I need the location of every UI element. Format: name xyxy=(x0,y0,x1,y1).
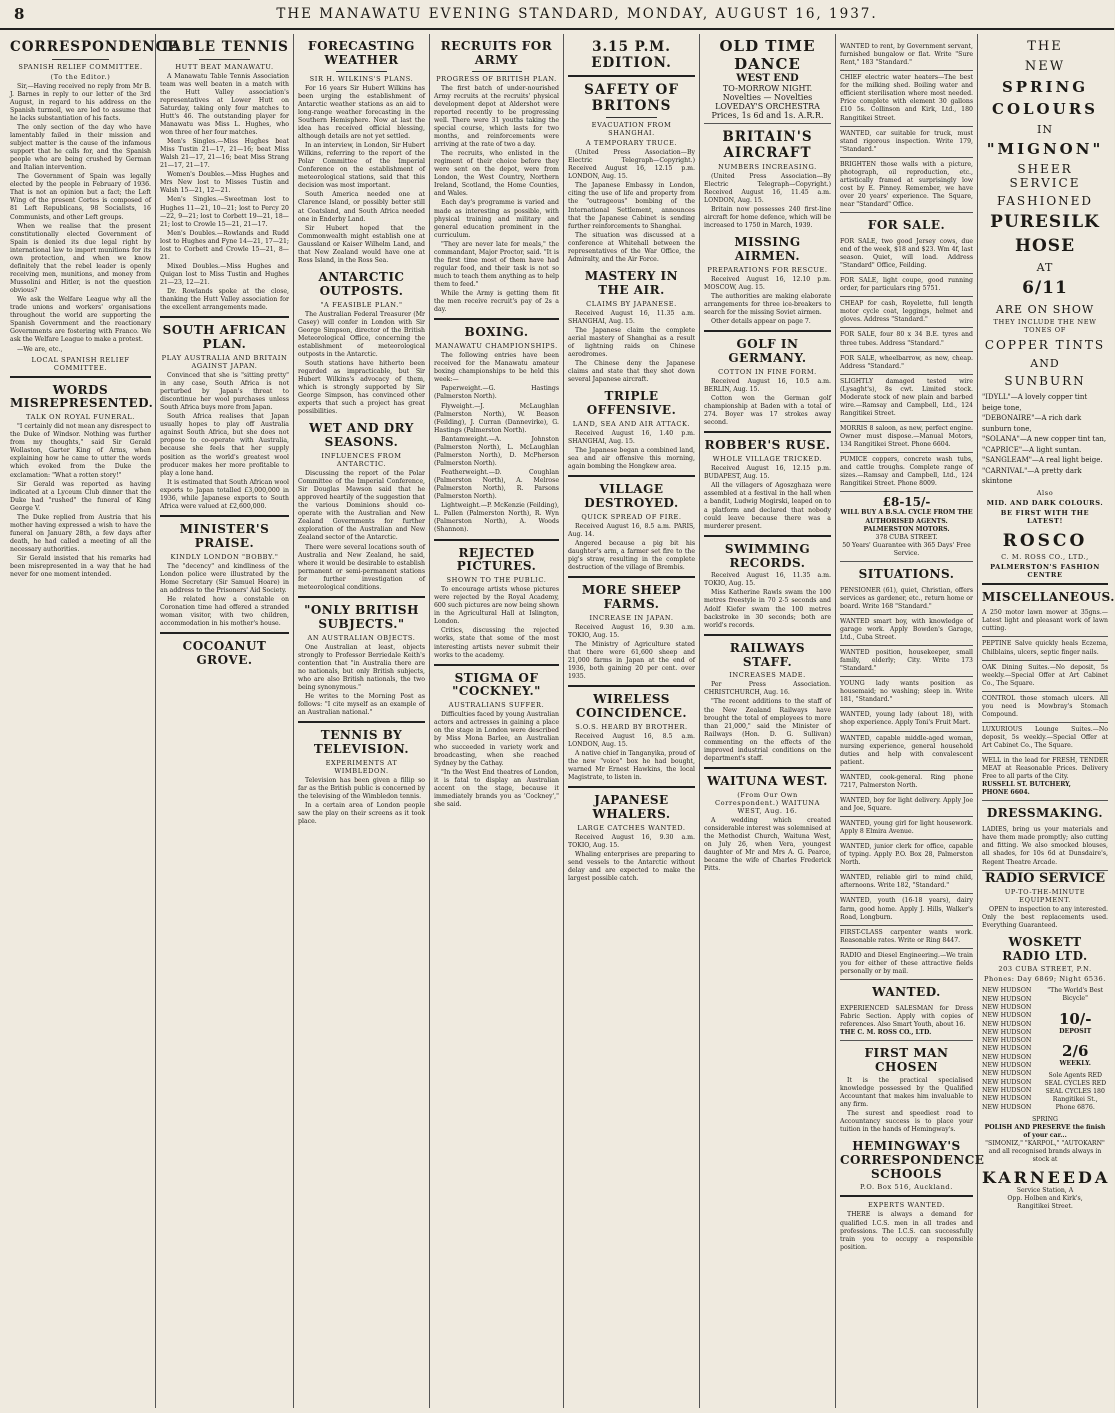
article-paragraph: Sir Gerald insisted that his remarks had been misrepresented in a way that he had never for one moment intended. xyxy=(10,555,151,579)
article-paragraph: Received August 16, 11.35 a.m. SHANGHAI, Aug. 15. xyxy=(568,309,695,325)
section-heading: FOR SALE. xyxy=(867,218,946,233)
article-paragraph: Critics, discussing the rejected works, state that some of the most interesting artists never submit their works to the academy. xyxy=(434,627,559,659)
hudson-line: NEW HUDSON xyxy=(982,1053,1032,1061)
article-paragraph: He related how a constable on Coronation time had offered a stranded woman visitor, with two children, accommodation in his mother's house. xyxy=(160,595,289,628)
article-subhead: SIR H. WILKINS'S PLANS. xyxy=(309,74,414,83)
article-subhead: INCREASE IN JAPAN. xyxy=(589,613,674,622)
hudson-line: NEW HUDSON xyxy=(982,995,1032,1003)
classified-ad: WANTED, cook-general. Ring phone 7217, Palmerston North. xyxy=(840,771,973,794)
rosco-advert xyxy=(982,531,1108,579)
hudson-agents: Sole Agents RED SEAL CYCLES RED SEAL CYCLES 180 Rangitikei St., Phone 6876. xyxy=(1044,1071,1107,1111)
classified-ad: LADIES, bring us your materials and have them made promptly; also cutting and fitting. We also smocked blouses, all shades, for 10s 6d at Dunsdaire's, Regent Theatre Arcade. xyxy=(982,823,1108,870)
article-subhead: HUTT BEAT MANAWATU. xyxy=(175,62,274,71)
article-paragraph: THERE is always a demand for qualified I.C.S. men in all trades and professions. The I.C.S. can successfully train you to occupy a responsible position. xyxy=(840,1211,973,1251)
classified-ad: EXPERIENCED SALESMAN for Dress Fabric Section. Apply with copies of references. Also Smart Youth, about 16. THE C. M. ROSS CO., LTD. xyxy=(840,1002,973,1041)
article-paragraph: The Japanese Embassy in London, citing the use of life and property from the "outrageous" bombing of the International Settlement, announces that the Japanese Cabinet is sending further reinforcements to Shanghai. xyxy=(568,182,695,230)
bsa-agent: PALMERSTON MOTORS. xyxy=(863,525,950,533)
classified-ad: PEPTINE Salve quickly heals Eczema, Chilblains, ulcers, septic finger nails. xyxy=(982,637,1108,660)
dance-date: TO-MORROW NIGHT. xyxy=(722,84,813,93)
article-headline: TABLE TENNIS xyxy=(160,39,289,55)
car-polish-advert xyxy=(982,1115,1111,1212)
article-paragraph: Sir Hubert hoped that the Commonwealth might establish one at Gaussland or Kaiser Wilhelm Land, and that New Zealand would have one at Ross Island, in the Ross Sea. xyxy=(298,224,425,264)
dance-novelties: Novelties — Novelties xyxy=(722,93,813,102)
classified-ad: FOR SALE, light coupe, good running order, for particulars ring 5751. xyxy=(840,274,973,297)
article-headline: SAFETY OF BRITONS xyxy=(584,82,679,114)
article-paragraph: Received August 16, 8.5 a.m. PARIS, Aug. 14. xyxy=(568,522,695,538)
classified-ad: WANTED, reliable girl to mind child, afternoons. Write 182, "Standard." xyxy=(840,871,973,894)
polish-brands: "SIMONIZ," "KARPOL," "AUTOKARN" and all recognised brands always in stock at xyxy=(985,1140,1105,1164)
classified-ad: WANTED smart boy, with knowledge of garage work. Apply Bowden's Garage, Ltd., Cuba Street. xyxy=(840,615,973,646)
hudson-line: NEW HUDSON xyxy=(982,1020,1032,1028)
hudson-line: NEW HUDSON xyxy=(982,1095,1032,1103)
hudson-line: NEW HUDSON xyxy=(982,1078,1032,1086)
column-weather xyxy=(294,34,430,1408)
article-subhead: (From Our Own Correspondent.) WAITUNA WEST, Aug. 16. xyxy=(715,790,820,815)
hudson-line: NEW HUDSON xyxy=(982,1003,1032,1011)
hose-also: Also xyxy=(1036,488,1054,497)
article-headline: REJECTED PICTURES. xyxy=(456,545,537,574)
bsa-address: 378 CUBA STREET. xyxy=(875,533,938,541)
hudson-line: NEW HUDSON xyxy=(982,1037,1032,1045)
hemingway-box: P.O. Box 516, Auckland. xyxy=(860,1183,953,1192)
classified-ad: A 250 motor lawn mower at 35gns.—Latest light and pleasant work of lawn cutting. xyxy=(982,606,1108,637)
article-subhead: S.O.S. HEARD BY BROTHER. xyxy=(575,722,688,731)
article-paragraph: Cotton won the German golf championship at Baden with a total of 274. Boyer was 17 strokes away second. xyxy=(704,395,831,427)
article-paragraph: The following entries have been received for the Manawatu amateur boxing championships to be held this week:— xyxy=(434,352,559,384)
woskett-address: 203 CUBA STREET, P.N. xyxy=(998,965,1092,974)
article-paragraph: Women's Doubles.—Miss Hughes and Mrs New lost to Misses Tustin and Walsh 15—21, 12—21. xyxy=(160,171,289,195)
article-paragraph: Bantamweight.—A. Johnston (Palmerston North), L. McLaughlan (Palmerston North), D. McPherson (Palmerston North). xyxy=(434,435,559,467)
classified-ad: FOR SALE, four 80 x 34 B.E. tyres and three tubes. Address "Standard." xyxy=(840,328,973,351)
radio-advert xyxy=(982,871,1108,984)
karneeda-station: Service Station, A xyxy=(1016,1187,1074,1195)
shade-item: "DEBONAIRE"—A rich dark sunburn tone, xyxy=(982,414,1082,433)
woskett-name: WOSKETT RADIO LTD. xyxy=(1002,934,1088,963)
article-subhead: TALK ON ROYAL FUNERAL. xyxy=(25,413,136,422)
hose-hose: HOSE xyxy=(1014,236,1076,256)
article-paragraph: Paperweight.—G. Hastings (Palmerston North). xyxy=(434,385,559,401)
classified-ad: WANTED, youth (16-18 years), dairy farm, good home. Apply J. Hills, Walker's Road, Longburn. xyxy=(840,894,973,925)
article-subhead: MANAWATU CHAMPIONSHIPS. xyxy=(435,342,558,351)
hose-and: AND xyxy=(1030,357,1060,370)
article-paragraph: Each day's programme is varied and made as interesting as possible, with physical training and military and general education prominent in the curriculum. xyxy=(434,199,559,239)
hudson-line: NEW HUDSON xyxy=(982,1028,1032,1036)
article-subhead: INCREASES MADE. xyxy=(729,671,806,680)
hudson-deposit-price: 10/- xyxy=(1058,1009,1092,1028)
shade-item: "IDYLL"—A lovely copper tint beige tone, xyxy=(982,393,1088,412)
article-subhead: QUICK SPREAD OF FIRE. xyxy=(581,512,682,521)
classified-ad: YOUNG lady wants position as housemaid; no washing; sleep in. Write 181, "Standard." xyxy=(840,677,973,708)
hose-price: 6/11 xyxy=(1022,278,1068,298)
article-headline: MASTERY IN THE AIR. xyxy=(584,268,679,297)
rosco-name: ROSCO xyxy=(1002,530,1088,551)
article-paragraph: "In the West End theatres of London, it is fatal to display an Australian accent on the stage, because it immediately brands you as 'Cockney'," she said. xyxy=(434,768,559,808)
article-subhead: SPANISH RELIEF COMMITTEE. xyxy=(18,62,143,71)
article-paragraph: Lightweight.—P. McKenzie (Feilding), L. Pallen (Palmerston North), R. Wyn (Palmerston North), A. Woods (Shannon). xyxy=(434,502,559,534)
article-paragraph: The first batch of under-nourished Army recruits at the recruits' physical development depot at Aldershot were reported recently to be progressing well. There were 31 youths taking the special course, which lasts for two months, and reinforcements were arriving at the rate of two a day. xyxy=(434,84,559,149)
hose-colours: COLOURS xyxy=(992,100,1098,118)
article-paragraph: In an interview, in London, Sir Hubert Wilkins, referring to the report of the Polar Committee of the Imperial Conference on the establishment of meteorological stations, said that this decision was most important. xyxy=(298,142,425,190)
classified-ad: WANTED, capable middle-aged woman, nursing experience, general household duties and help with convalescent patient. xyxy=(840,732,973,771)
article-paragraph: The authorities are making elaborate arrangements for three ice-breakers to search for the missing Soviet airmen. xyxy=(704,293,831,317)
classified-ad: RADIO and Diesel Engineering.—We train you for either of these attractive fields personally or by mail. xyxy=(840,949,973,980)
article-headline: BRITAIN'S AIRCRAFT xyxy=(722,129,813,161)
article-paragraph: Dr. Rowlands spoke at the close, thanking the Hutt Valley association for the excellent arrangements made. xyxy=(160,288,289,312)
article-paragraph: Received August 16, 9.30 a.m. TOKIO, Aug. 15. xyxy=(568,623,695,639)
article-headline: SWIMMING RECORDS. xyxy=(724,541,811,570)
shade-item: "SOLANA"—A new copper tint tan, xyxy=(982,435,1107,443)
article-paragraph: A wedding which created considerable interest was solemnised at the Methodist Church, Waituna West, on July 26, when Vera, youngest daughter of Mr and Mrs A. G. Pearce, became the wife of Charles Frederick Pitts. xyxy=(704,816,831,873)
article-subhead: PREPARATIONS FOR RESCUE. xyxy=(707,266,828,275)
article-headline: WORDS MISREPRESENTED. xyxy=(10,382,154,411)
article-subhead: EXPERIMENTS AT WIMBLEDON. xyxy=(325,758,398,775)
article-paragraph: "They are never late for meals," the commandant, Major Proctor, said. "It is the first time most of them have had regular food, and their task is not so much to teach them anything as to help them to feed." xyxy=(434,240,559,289)
article-subhead: A TEMPORARY TRUCE. xyxy=(585,139,678,148)
classified-ad: LUXURIOUS Lounge Suites.—No deposit, 5s weekly.—Special Offer at Art Cabinet Co., The Square. xyxy=(982,723,1108,754)
article-headline: ROBBER'S RUSE. xyxy=(704,438,831,453)
experts-heading: EXPERTS WANTED. xyxy=(868,1201,945,1210)
classified-ad: WANTED, boy for light delivery. Apply Joe and Joe, Square. xyxy=(840,794,973,817)
classified-ad: SLIGHTLY damaged tested wire (Lysaght's), 8s cwt. Limited stock. Moderate stock of new plain and barbed wire.—Ramsay and Campbell, Ltd., 124 Rangitikei Street. xyxy=(840,375,973,422)
article-paragraph: Received August 16, 12.15 p.m. BUDAPEST, Aug. 15. xyxy=(704,465,831,481)
article-paragraph: Received August 16, 8.5 a.m. LONDON, Aug. 15. xyxy=(568,732,695,748)
classified-ad: OAK Dining Suites.—No deposit, 5s weekly.—Special Offer at Art Cabinet Co., The Square. xyxy=(982,661,1108,692)
dance-venue: WEST END xyxy=(736,73,799,84)
hose-brand: "MIGNON" xyxy=(986,140,1104,158)
article-subhead: CLAIMS BY JAPANESE. xyxy=(586,299,677,308)
column-table-tennis xyxy=(156,34,294,1408)
article-paragraph: A native chief in Tanganyika, proud of the new "voice" box he had bought, warned Mr Ernest Hawkins, the local Magistrate, to listen in. xyxy=(568,749,695,781)
classified-ad: FOR SALE, wheelbarrow, as new, cheap. Address "Standard." xyxy=(840,352,973,375)
hose-sunburn: SUNBURN xyxy=(1004,374,1086,388)
article-headline: FORECASTING WEATHER xyxy=(308,39,415,67)
article-paragraph: Received August 16, 11.35 a.m. TOKIO, Aug. 15. xyxy=(704,572,831,588)
spring-label: SPRING xyxy=(1032,1115,1058,1123)
article-headline: WIRELESS COINCIDENCE. xyxy=(575,692,688,720)
classified-ad: WANTED, young girl for light housework. Apply 8 Elmira Avenue. xyxy=(840,817,973,840)
bsa-cycle-advert xyxy=(840,492,973,561)
classified-ad: WANTED, car suitable for truck, must stand rigorous inspection. Write 179, "Standard." xyxy=(840,127,973,158)
bsa-guarantee: 50 Years' Guarantee with 365 Days' Free Service. xyxy=(842,541,971,557)
column-cables xyxy=(564,34,700,1408)
classified-ad: WANTED, young lady (about 18), with shop experience. Apply Toni's Fruit Mart. xyxy=(840,708,973,731)
article-subhead: INFLUENCES FROM ANTARCTIC. xyxy=(321,451,402,468)
polish-heading: POLISH AND PRESERVE the finish of your car... xyxy=(984,1124,1106,1140)
article-paragraph: Men's Doubles.—Rowlands and Rudd lost to Hughes and Fyne 14—21, 17—21; lost to Corbett and Crowle 15—21, 8—21. xyxy=(160,229,289,261)
article-headline: MISSING AIRMEN. xyxy=(734,235,801,264)
column-correspondence xyxy=(6,34,179,1408)
article-paragraph: (United Press Association—By Electric Telegraph—Copyright.) Received August 16, 12.15 p.m. LONDON, Aug. 15. xyxy=(568,149,695,181)
hudson-line: NEW HUDSON xyxy=(982,1070,1032,1078)
classified-ad: FIRST-CLASS carpenter wants work. Reasonable rates. Write or Ring 8447. xyxy=(840,926,973,949)
classified-ad: CONTROL those stomach ulcers. All you need is Mowbray's Stomach Compound. xyxy=(982,692,1108,723)
column-adverts xyxy=(978,34,1115,1408)
hose-the: THE xyxy=(1027,39,1063,54)
article-paragraph: Whaling enterprises are preparing to send vessels to the Antarctic without delay and are expected to make the largest possible catch. xyxy=(568,850,695,882)
article-paragraph: Discussing the report of the Polar Committee of the Imperial Conference, Sir Douglas Mawson said that he approved heartily of the suggestion that the various Dominions should co-operate with the Australian and New Zealand Governments for further exploration of the Australian and New Zealand sector of the Antarctic. xyxy=(298,469,425,542)
article-paragraph: The Government of Spain was legally elected by the people in February of 1936. That is not an opinion but a fact; the Left Wing of the present Cortes is composed of 81 Left Republicans, 98 Socialists, 16 Communists, and other Left groups. xyxy=(10,173,151,221)
article-paragraph: Received August 16, 12.10 p.m. MOSCOW, Aug. 15. xyxy=(704,276,831,292)
hudson-line: NEW HUDSON xyxy=(982,1062,1032,1070)
article-headline: GOLF IN GERMANY. xyxy=(728,337,807,366)
classified-ad: PUMICE coppers, concrete wash tubs, and cattle troughs. Complete range of sizes.—Ramsay and Campbell, Ltd., 124 Rangitikei Street. Phone 8009. xyxy=(840,453,973,492)
article-paragraph: The Duke replied from Austria that his mother having expressed a wish to have the funeral on January 28th, a few days after death, he had called a meeting of all the necessary authorities. xyxy=(10,513,151,554)
article-headline: BOXING. xyxy=(464,325,529,340)
article-headline: RAILWAYS STAFF. xyxy=(729,640,806,669)
hudson-weekly-label: WEEKLY. xyxy=(1059,1059,1091,1067)
article-paragraph: For 16 years Sir Hubert Wilkins has been urging the establishment of Antarctic weather stations as an aid to long-range weather forecasting in the Southern Hemisphere. Now at last the idea has received official blessing, although details are not yet settled. xyxy=(298,84,425,140)
karneeda-address: Opp. Holben and Kirk's, xyxy=(1007,1195,1083,1203)
dance-prices: Prices, 1s 6d and 1s. A.R.R. xyxy=(711,111,824,120)
classified-ad: FOR SALE, two good Jersey cows, due end of the week, $18 and $23. Wm 4f, last season. Quiet, will load. Address "Standard" Office, Feilding. xyxy=(840,235,973,274)
article-paragraph: Received August 16, 9.30 a.m. TOKIO, Aug. 15. xyxy=(568,833,695,849)
article-paragraph: Flyweight.—J. McLaughlan (Palmerston North), W. Beason (Feilding), J. Curran (Dannevirke), G. Hastings (Palmerston North). xyxy=(434,402,559,434)
hose-fashioned: FASHIONED xyxy=(996,194,1094,208)
article-paragraph: Convinced that she is "sitting pretty" in any case, South Africa is not perturbed by Japan's threat to discontinue her wool purchases unless South Africa buys more from Japan. xyxy=(160,371,289,412)
hose-sheer: SHEER SERVICE xyxy=(1009,162,1081,190)
classified-ad: BRIGHTEN those walls with a picture, photograph, oil reproduction, etc., artistically framed at surprisingly low cost by E. Pinney. Remember, we have over 20 years' experience. The Square, near "Standard" Office. xyxy=(840,158,973,213)
article-subhead: LAND, SEA AND AIR ATTACK. xyxy=(572,419,691,428)
radio-heading: RADIO SERVICE xyxy=(984,870,1106,886)
radio-sub: UP-TO-THE-MINUTE EQUIPMENT. xyxy=(1004,887,1086,904)
to-editor: (To the Editor.) xyxy=(50,72,111,81)
hudson-line: NEW HUDSON xyxy=(982,1086,1032,1094)
classified-ad: CHEAP for cash, Royelette, full length motor cycle coat, leggings, helmet and gloves. Address "Standard." xyxy=(840,297,973,328)
article-paragraph: Featherweight.—D. Coughlan (Palmerston North), A. Melrose (Palmerston North), R. Parsons (Palmerston North). xyxy=(434,469,559,501)
article-paragraph: It is the practical specialised knowledge possessed by the Qualified Accountant that makes him invaluable to any firm. xyxy=(840,1076,973,1108)
article-paragraph: Difficulties faced by young Australian actors and actresses in gaining a place on the stage in London were described by Miss Mona Barlee, an Australian who succeeded in variety work and broadcasting, when she reached Sydney by the Cathay. xyxy=(434,711,559,767)
classified-ad: MORRIS 8 saloon, as new, perfect engine. Owner must dispose.—Manual Motors, 134 Rangitikei Street. Phone 6604. xyxy=(840,422,973,453)
hose-advert xyxy=(982,39,1108,525)
section-heading: DRESSMAKING. xyxy=(986,806,1104,821)
rosco-tagline: PALMERSTON'S FASHION CENTRE xyxy=(990,562,1100,579)
hudson-offer xyxy=(1042,987,1108,1112)
bsa-price: £8-15/- xyxy=(882,495,931,510)
hudson-weekly-price: 2/6 xyxy=(1062,1041,1089,1060)
hudson-line: NEW HUDSON xyxy=(982,1045,1032,1053)
article-subhead: KINDLY LONDON "BOBBY." xyxy=(170,552,279,561)
classified-ad: WANTED position, housekeeper, small family, elderly; City. Write 173 "Standard." xyxy=(840,646,973,677)
section-heading: MISCELLANEOUS. xyxy=(982,589,1115,604)
article-paragraph: While the Army is getting them fit the men receive recruit's pay of 2s a day. xyxy=(434,290,559,314)
article-subhead: "A FEASIBLE PLAN." xyxy=(320,300,403,309)
article-subhead: EVACUATION FROM SHANGHAI. xyxy=(591,121,672,138)
signoff: LOCAL SPANISH RELIEF COMMITTEE. xyxy=(31,355,130,372)
dance-advert xyxy=(704,34,831,124)
article-paragraph: Received August 16, 10.5 a.m. BERLIN, Aug. 15. xyxy=(704,378,831,394)
article-paragraph: Angered because a pig bit his daughter's arm, a farmer set fire to the pig's straw, resulting in the complete destruction of the village of Brembis. xyxy=(568,539,695,571)
radio-text: OPEN to inspection to any interested. Only the best replacements used. Everything Guaranteed. xyxy=(982,905,1108,929)
article-headline: RECRUITS FOR ARMY xyxy=(440,39,553,67)
hose-copper: COPPER TINTS xyxy=(984,338,1106,352)
article-headline: TENNIS BY TELEVISION. xyxy=(313,728,410,756)
classified-ad: WANTED to rent, by Government servant, furnished bungalow or flat. Write "Sure Rent," 183 "Standard." xyxy=(840,40,973,71)
article-paragraph: The Chinese deny the Japanese claims and state that they shot down several Japanese aircraft. xyxy=(568,359,695,384)
shade-item: "CAPRICE"—A light suntan. xyxy=(982,445,1082,454)
dance-title: OLD TIME DANCE xyxy=(719,37,816,73)
classified-ad: PENSIONER (61), quiet, Christian, offers services as gardener, etc., return home or board. Write 168 "Standard." xyxy=(840,584,973,615)
hose-show: ARE ON SHOW xyxy=(995,303,1095,316)
bsa-line: WILL BUY A B.S.A. CYCLE FROM THE AUTHORISED AGENTS. xyxy=(840,509,973,525)
article-paragraph: "The recent additions to the staff of the New Zealand Railways have brought the total of employees to more than 21,000," said the Minister of Railways (Hon. D. G. Sullivan) commenting on the effects of the improved industrial conditions on the department's staff. xyxy=(704,698,831,762)
section-heading: CORRESPONDENCE xyxy=(10,39,179,55)
article-paragraph: Received August 16, 1.40 p.m. SHANGHAI, Aug. 15. xyxy=(568,429,695,445)
shade-item: "SANGLEAM"—A real light beige. xyxy=(982,456,1103,464)
section-heading: SITUATIONS. xyxy=(858,566,955,581)
hose-at: AT xyxy=(1036,261,1054,274)
article-headline: SOUTH AFRICAN PLAN. xyxy=(162,323,287,352)
newspaper-title: THE MANAWATU EVENING STANDARD, MONDAY, AUGUST 16, 1937. xyxy=(276,6,878,22)
article-paragraph: The recruits, who enlisted in the regiment of their choice before they were sent on the depot, were from London, the West Country, Northern Ireland, Scotland, the Home Counties, and Wales. xyxy=(434,150,559,198)
article-subhead: PROGRESS OF BRITISH PLAN. xyxy=(436,74,557,83)
article-headline: JAPANESE WHALERS. xyxy=(592,792,671,821)
article-paragraph: The Australian Federal Treasurer (Mr Casey) will confer in London with Sir George Simpson, director of the British Meteorological Office, concerning the establishment of meteorological outposts in the Antarctic. xyxy=(298,310,425,358)
article-paragraph: Men's Singles.—Miss Hughes beat Miss Tustin 21—17, 21—16; beat Miss Walsh 21—17, 21—16; beat Miss Strang 21—17, 21—17. xyxy=(160,138,289,170)
article-paragraph: He writes to the Morning Post as follows: "I cite myself as an example of an Australian national." xyxy=(298,692,425,716)
article-paragraph: South America needed one at Clarence Island, or possibly better still at Coatsland, and South Africa needed one in Enderby Land. xyxy=(298,191,425,223)
article-paragraph: The Ministry of Agriculture stated that there were 61,600 sheep and 21,000 farms in Japan at the end of 1936, both gaining 20 per cent. over 1935. xyxy=(568,640,695,680)
hose-in: IN xyxy=(1037,123,1053,136)
article-paragraph: All the villagers of Agoszghaza were assembled at a festival in the hall when a bandit, Ludwig Mogirski, leaped on to a platform and declared that nobody could leave because there was a murderer present. xyxy=(704,482,831,530)
edition-label: 3.15 P.M. EDITION. xyxy=(591,39,672,71)
hudson-line: NEW HUDSON xyxy=(982,987,1032,995)
article-headline: ANTARCTIC OUTPOSTS. xyxy=(318,269,405,298)
article-headline: WAITUNA WEST. xyxy=(707,773,828,788)
article-headline: WET AND DRY SEASONS. xyxy=(309,421,414,450)
karneeda-street: Rangitikei Street. xyxy=(1017,1203,1073,1211)
article-paragraph: A Manawatu Table Tennis Association team was well beaten in a match with the Hutt Valley association's representatives at Lower Hutt on Saturday, taking only four matches to Hutt's 46. The outstanding player for Manawatu was Miss L. Hughes, who won three of her four matches. xyxy=(160,72,289,136)
article-paragraph: The "decency" and kindliness of the London police were illustrated by the Home Secretary (Sir Samuel Hoare) in an address to the Prisoners' Aid Society. xyxy=(160,562,289,594)
article-paragraph: South Africa realises that Japan usually hopes to play off Australia against South Africa, but she does not propose to co-operate with Australia, because she feels that her supply position as the world's greatest wool producer makes her more profitable to play a lone hand. xyxy=(160,413,289,477)
article-paragraph: Men's Singles.—Sweetman lost to Hughes 11—21, 10—21; lost to Percy 20—22, 9—21; lost to Corbett 19—21, 18—21; lost to Crowle 15—21, 21—17. xyxy=(160,196,289,228)
hudson-deposit-label: DEPOSIT xyxy=(1059,1027,1092,1035)
shade-item: "CARNIVAL"—A pretty dark skintone xyxy=(982,466,1082,485)
article-subhead: AN AUSTRALIAN OBJECTS. xyxy=(307,633,416,642)
dance-orchestra: LOVEDAY'S ORCHESTRA xyxy=(715,102,820,111)
article-paragraph: —We are, etc., xyxy=(17,345,63,353)
article-paragraph: Television has been given a fillip so far as the British public is concerned by the televising of the Wimbledon tennis. xyxy=(298,776,425,800)
hose-new: NEW xyxy=(1024,59,1066,74)
article-headline: TRIPLE OFFENSIVE. xyxy=(586,389,677,417)
article-subhead: WHOLE VILLAGE TRICKED. xyxy=(712,455,823,464)
article-paragraph: When we realise that the present constitutionally elected Government of Spain is denied its due legal right by international law to import munitions for its own protection, and when we know definitely that the rebel leader is openly receiving men, munitions, and money from Mussolini and Hitler, is not the question obvious? xyxy=(10,222,151,295)
article-subhead: NUMBERS INCREASING. xyxy=(718,163,817,172)
article-subhead: SHOWN TO THE PUBLIC. xyxy=(446,576,547,585)
hose-include: THEY INCLUDE THE NEW TONES OF xyxy=(993,318,1097,334)
hudson-best: "The World's Best Bicycle" xyxy=(1047,987,1104,1003)
article-headline: MORE SHEEP FARMS. xyxy=(581,582,682,611)
article-paragraph: We ask the Welfare League why all the trade unions and workers' organisations throughout the world are supporting the Spanish Government and the reactionary Governments are fostering with Franco. We ask the Welfare League to make a protest. xyxy=(10,296,151,344)
article-paragraph: Britain now possesses 240 first-line aircraft for home defence, which will be increased to 1750 in March, 1939. xyxy=(704,206,831,230)
article-paragraph: "I certainly did not mean any disrespect to the Duke of Windsor. Nothing was further from my thoughts," said Sir Gerald Wollaston, Garter King of Arms, when explaining how he came to utter the words which evoked from the Duke the exclamation: "What a rotten story!" xyxy=(10,423,151,479)
classified-ad: WELL in the lead for FRESH, TENDER MEAT at Reasonable Prices. Delivery Free to all parts of the City. RUSSELL ST. BUTCHERY, PHONE 6604. xyxy=(982,754,1108,801)
article-subhead: LARGE CATCHES WANTED. xyxy=(577,823,686,832)
karneeda-name: KARNEEDA xyxy=(982,1168,1111,1188)
article-subhead: AUSTRALIANS SUFFER. xyxy=(448,701,545,710)
column-recruits xyxy=(430,34,564,1408)
woskett-phone: Phones: Day 6869; Night 6536. xyxy=(983,975,1106,984)
hudson-advert xyxy=(982,987,1108,1112)
hose-first: BE FIRST WITH THE LATEST! xyxy=(1000,508,1090,525)
column-classifieds xyxy=(836,34,985,1408)
article-paragraph: Miss Katherine Rawls swam the 100 metres freestyle in 70 2-5 seconds and Adolf Kiefer swam the 100 metres backstroke in 30 seconds; both are world's records. xyxy=(704,589,831,629)
article-paragraph: Other details appear on page 7. xyxy=(711,318,811,326)
article-paragraph: The Japanese claim the complete aerial mastery of Shanghai as a result of lightning raids on Chinese aerodromes. xyxy=(568,326,695,358)
classified-ad: WANTED, junior clerk for office, capable of typing. Apply P.O. Box 28, Palmerston North. xyxy=(840,840,973,871)
masthead xyxy=(0,0,1114,30)
section-heading: WANTED. xyxy=(872,984,941,999)
article-paragraph: Sir,—Having received no reply from Mr B. J. Barnes in reply to our letter of the 3rd August, in regard to his address on the Spanish turmoil, we are led to assume that he lacks substantiation of his facts. xyxy=(10,82,151,122)
hudson-line: NEW HUDSON xyxy=(982,1012,1032,1020)
article-paragraph: To encourage artists whose pictures were rejected by the Royal Academy, 600 such pictures are now being shown in the Agricultural Hall at Islington, London. xyxy=(434,586,559,626)
rosco-company: C. M. ROSS CO., LTD., xyxy=(1001,552,1089,561)
article-paragraph: The surest and speediest road to Accountancy success is to place your tuition in the hands of Hemingway's. xyxy=(840,1109,973,1133)
article-paragraph: The Japanese began a combined land, sea and air offensive this morning, again bombing the Hongkew area. xyxy=(568,446,695,470)
article-headline: "ONLY BRITISH SUBJECTS." xyxy=(304,602,419,631)
article-paragraph: Sir Gerald was reported as having indicated at a Lyceum Club dinner that the Duke had "rushed" the funeral of King George V. xyxy=(10,480,151,512)
article-paragraph: The only section of the day who have lamentably failed in their mission and subject matter is the cause of the infamous support that he calls for, and the Spanish people who are being crushed by German and Italian intervention. xyxy=(10,123,151,172)
article-paragraph: There were several locations south of Australia and New Zealand, he said, where it would be desirable to establish permanent or semi-permanent stations for further investigation of meteorological conditions. xyxy=(298,543,425,591)
hose-spring: SPRING xyxy=(1001,78,1089,96)
column-news xyxy=(700,34,836,1408)
hudson-line: NEW HUDSON xyxy=(982,1103,1032,1111)
article-paragraph: Per Press Association. CHRISTCHURCH, Aug. 16. xyxy=(704,681,831,697)
hudson-list xyxy=(982,987,1042,1112)
article-headline: VILLAGE DESTROYED. xyxy=(584,482,679,510)
article-paragraph: One Australian at least, objects strongly to Professor Berriedale Keith's contention that "in Australia there are no nationals, but only British subjects, who are also British nationals, the two being synonymous." xyxy=(298,643,425,691)
article-subhead: PLAY AUSTRALIA AND BRITAIN AGAINST JAPAN. xyxy=(161,353,288,370)
article-headline: FIRST MAN CHOSEN xyxy=(864,1046,949,1074)
classified-ad: CHIEF electric water heaters—The best for the milking shed. Boiling water and efficient sterilisation where most needed. Price complete with element 30 gallons £10 5s. Collinson and Kirk, Ltd., 180 Rangitikei Street. xyxy=(840,71,973,126)
article-headline: COCOANUT GROVE. xyxy=(182,639,267,667)
shade-list xyxy=(982,392,1108,487)
hose-mid: MID. AND DARK COLOURS. xyxy=(986,498,1104,507)
article-paragraph: Mixed Doubles.—Miss Hughes and Quigan lost to Miss Tustin and Hughes 21—23, 12—21. xyxy=(160,262,289,287)
hemingway-name: HEMINGWAY'S CORRESPONDENCE SCHOOLS xyxy=(840,1139,985,1181)
page-number: 8 xyxy=(14,5,25,23)
article-paragraph: (United Press Association—By Electric Telegraph—Copyright.) Received August 16, 11.45 a.m. LONDON, Aug. 15. xyxy=(704,173,831,205)
hose-puresilk: PURESILK xyxy=(990,212,1100,232)
article-subhead: COTTON IN FINE FORM. xyxy=(718,368,817,377)
article-paragraph: South stations have hitherto been regarded as impracticable, but Sir Hubert Wilkins's advocacy of them, which is strongly supported by Sir George Simpson, has convinced other experts that such a project has great possibilities. xyxy=(298,359,425,416)
article-headline: MINISTER'S PRAISE. xyxy=(179,521,270,550)
article-paragraph: In a certain area of London people saw the play on their screens as it took place. xyxy=(298,801,425,825)
article-paragraph: The situation was discussed at a conference at Whitehall between the representatives of the War Office, the Admiralty, and the Air Force. xyxy=(568,231,695,263)
article-headline: STIGMA OF "COCKNEY." xyxy=(452,670,541,699)
article-paragraph: It is estimated that South African wool exports to Japan totalled £3,000,000 in 1936, while Japanese exports to South Africa were valued at £2,600,000. xyxy=(160,478,289,510)
